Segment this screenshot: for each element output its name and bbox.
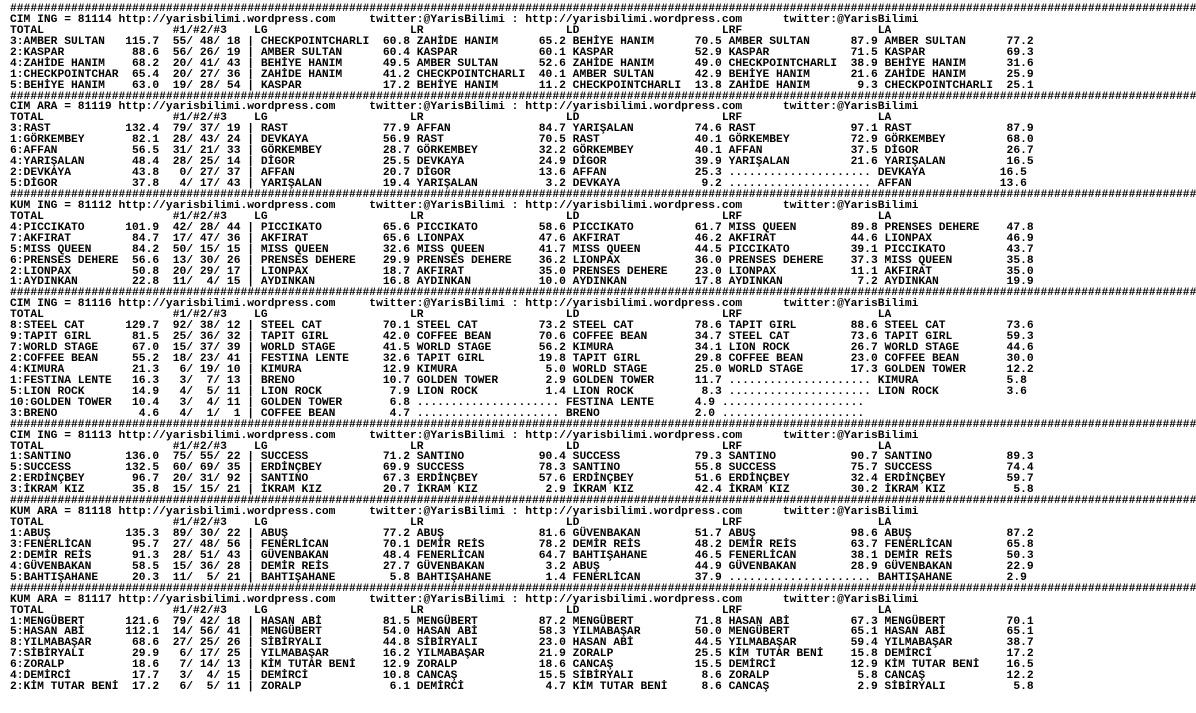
table-row: 5:MISS QUEEN 84.2 50/ 15/ 15 | MISS QUEEN 32.6 MISS QUEEN 41.7 MISS QUEEN 44.5 PICCIKATO 39.1 PICCIKATO 43.7 (10, 243, 1034, 256)
table-row: 2:ERDİNÇBEY 96.7 20/ 31/ 92 | SANTINO 67.3 ERDİNÇBEY 57.6 ERDİNÇBEY 51.6 ERDİNÇBEY 32.4 ERDİNÇBEY 59.7 (10, 473, 1034, 486)
race-header: KUM ING = 81112 http://yarisbilimi.wordpress.com twitter:@YarisBilimi : http://yarisbilimi.wordpress.com twitter:@YarisBilimi (10, 199, 919, 212)
race-header: CIM ING = 81116 http://yarisbilimi.wordpress.com twitter:@YarisBilimi : http://yarisbilimi.wordpress.com twitter:@YarisBilimi (10, 298, 919, 311)
table-row: 6:ZORALP 18.6 7/ 14/ 13 | KİM TUTAR BENİ 12.9 ZORALP 18.6 CANCAŞ 15.5 DEMİRCİ 12.9 KİM TUTAR BENİ 16.5 (10, 659, 1034, 672)
table-row: 4:GÜVENBAKAN 58.5 15/ 36/ 28 | DEMİR REİS 27.7 GÜVENBAKAN 3.2 ABUŞ 44.9 GÜVENBAKAN 28.9 GÜVENBAKAN 22.9 (10, 560, 1034, 573)
table-row: 3:FENERLİCAN 95.7 27/ 48/ 56 | FENERLİCAN 70.1 DEMİR REİS 78.2 DEMİR REİS 48.2 DEMİR REİS 63.7 FENERLİCAN 65.8 (10, 538, 1034, 551)
table-row: 1:GÖRKEMBEY 82.1 28/ 43/ 24 | DEVKAYA 56.9 RAST 70.5 RAST 40.1 GÖRKEMBEY 72.9 GÖRKEMBEY 68.0 (10, 134, 1034, 147)
table-row: 4:ZAHİDE HANIM 68.2 20/ 41/ 43 | BEHİYE HANIM 49.5 AMBER SULTAN 52.6 ZAHİDE HANIM 49.0 CHECKPOINTCHARLI 38.9 BEHİYE HANIM 31.6 (10, 57, 1034, 70)
table-row: 3:RAST 132.4 79/ 37/ 19 | RAST 77.9 AFFAN 84.7 YARIŞALAN 74.6 RAST 97.1 RAST 87.9 (10, 123, 1034, 136)
table-row: 6:PRENSES DEHERE 56.6 13/ 30/ 26 | PRENSES DEHERE 29.9 PRENSES DEHERE 36.2 LIONPAX 36.0 PRENSES DEHERE 37.3 MISS QUEEN 35.8 (10, 254, 1034, 267)
table-row: 4:KIMURA 21.3 6/ 19/ 10 | KIMURA 12.9 KIMURA 5.0 WORLD STAGE 25.0 WORLD STAGE 17.3 GOLDEN TOWER 12.2 (10, 363, 1034, 376)
table-row: 5:LION ROCK 14.9 4/ 5/ 11 | LION ROCK 7.9 LION ROCK 1.4 LION ROCK 8.3 ..................... LION ROCK 3.6 (10, 385, 1027, 398)
table-row: 2:KASPAR 88.6 56/ 26/ 19 | AMBER SULTAN 60.4 KASPAR 60.1 KASPAR 52.9 KASPAR 71.5 KASPAR 69.3 (10, 46, 1034, 59)
column-header-row: TOTAL #1/#2/#3 LG LR LD LRF LA (10, 309, 892, 322)
separator-line: ############################################################################################################################################################################### (10, 582, 1196, 595)
race-header: KUM ARA = 81118 http://yarisbilimi.wordpress.com twitter:@YarisBilimi : http://yarisbilimi.wordpress.com twitter:@YarisBilimi (10, 506, 919, 519)
separator-line: ############################################################################################################################################################################### (10, 90, 1196, 103)
table-row: 9:TAPIT GIRL 81.5 25/ 36/ 32 | TAPIT GIRL 42.0 COFFEE BEAN 70.6 COFFEE BEAN 34.7 STEEL CAT 73.6 TAPIT GIRL 59.3 (10, 331, 1034, 344)
table-row: 1:SANTINO 136.0 75/ 55/ 22 | SUCCESS 71.2 SANTINO 90.4 SUCCESS 79.3 SANTINO 90.7 SANTINO 89.3 (10, 451, 1034, 464)
table-row: 6:AFFAN 56.5 31/ 21/ 33 | GÖRKEMBEY 28.7 GÖRKEMBEY 32.2 GÖRKEMBEY 40.1 AFFAN 37.5 DİGOR 26.7 (10, 145, 1034, 158)
table-row: 7:SİBİRYALI 29.9 6/ 17/ 25 | YILMABAŞAR 16.2 YILMABAŞAR 21.9 ZORALP 25.5 KİM TUTAR BENİ 15.8 DEMİRCİ 17.2 (10, 648, 1034, 661)
separator-line: ############################################################################################################################################################################### (10, 495, 1196, 508)
table-row: 1:ABUŞ 135.3 89/ 30/ 22 | ABUŞ 77.2 ABUŞ 81.6 GÜVENBAKAN 51.7 ABUŞ 98.6 ABUŞ 87.2 (10, 528, 1034, 540)
race-header: CIM ING = 81113 http://yarisbilimi.wordpress.com twitter:@YarisBilimi : http://yarisbilimi.wordpress.com twitter:@YarisBilimi (10, 429, 919, 442)
table-row: 7:AKFIRAT 84.7 17/ 47/ 36 | AKFIRAT 65.6 LIONPAX 47.6 AKFIRAT 46.2 AKFIRAT 44.6 LIONPAX 46.9 (10, 232, 1034, 245)
table-row: 2:DEMİR REİS 91.3 28/ 51/ 43 | GÜVENBAKAN 48.4 FENERLİCAN 64.7 BAHTIŞAHANE 46.5 FENERLİCAN 38.1 DEMİR REİS 50.3 (10, 549, 1034, 562)
table-row: 4:PICCIKATO 101.9 42/ 28/ 44 | PICCIKATO 65.6 PICCIKATO 58.6 PICCIKATO 61.7 MISS QUEEN 89.8 PRENSES DEHERE 47.8 (10, 221, 1034, 234)
column-header-row: TOTAL #1/#2/#3 LG LR LD LRF LA (10, 517, 892, 530)
separator-line: ############################################################################################################################################################################### (10, 3, 1196, 15)
column-header-row: TOTAL #1/#2/#3 LG LR LD LRF LA (10, 112, 892, 125)
table-row: 3:İKRAM KIZ 35.8 15/ 15/ 21 | İKRAM KIZ 20.7 İKRAM KIZ 2.9 İKRAM KIZ 42.4 İKRAM KIZ 30.2 İKRAM KIZ 5.8 (10, 484, 1034, 497)
column-header-row: TOTAL #1/#2/#3 LG LR LD LRF LA (10, 210, 892, 223)
table-row: 2:KİM TUTAR BENİ 17.2 6/ 5/ 11 | ZORALP 6.1 DEMİRCİ 4.7 KİM TUTAR BENİ 8.6 CANCAŞ 2.9 SİBİRYALI 5.8 (10, 681, 1034, 694)
column-header-row: TOTAL #1/#2/#3 LG LR LD LRF LA (10, 440, 892, 453)
table-row: 5:BAHTIŞAHANE 20.3 11/ 5/ 21 | BAHTIŞAHANE 5.8 BAHTIŞAHANE 1.4 FENERLİCAN 37.9 ..................... BAHTIŞAHANE 2.9 (10, 571, 1027, 584)
table-row: 4:YARIŞALAN 48.4 28/ 25/ 14 | DİGOR 25.5 DEVKAYA 24.9 DİGOR 39.9 YARIŞALAN 21.6 YARIŞALAN 16.5 (10, 156, 1034, 169)
table-row: 3:BRENO 4.6 4/ 1/ 1 | COFFEE BEAN 4.7 ..................... BRENO 2.0 ..................... (10, 407, 865, 420)
table-row: 10:GOLDEN TOWER 10.4 3/ 4/ 11 | GOLDEN TOWER 6.8 ..................... FESTINA LENTE 4.9 ..................... (10, 396, 865, 409)
table-row: 5:BEHİYE HANIM 63.0 19/ 28/ 54 | KASPAR 17.2 BEHİYE HANIM 11.2 CHECKPOINTCHARLI 13.8 ZAHİDE HANIM 9.3 CHECKPOINTCHARLI 25.1 (10, 79, 1034, 92)
table-row: 1:MENGÜBERT 121.6 79/ 42/ 18 | HASAN ABİ 81.5 MENGÜBERT 87.2 MENGÜBERT 71.8 HASAN ABİ 67.3 MENGÜBERT 70.1 (10, 615, 1034, 628)
table-row: 5:SUCCESS 132.5 60/ 69/ 35 | ERDİNÇBEY 69.9 SUCCESS 78.3 SANTINO 55.8 SUCCESS 75.7 SUCCESS 74.4 (10, 462, 1034, 475)
race-header: CIM ARA = 81119 http://yarisbilimi.wordpress.com twitter:@YarisBilimi : http://yarisbilimi.wordpress.com twitter:@YarisBilimi (10, 101, 919, 114)
table-row: 2:COFFEE BEAN 55.2 18/ 23/ 41 | FESTINA LENTE 32.6 TAPIT GIRL 19.8 TAPIT GIRL 29.8 COFFEE BEAN 23.0 COFFEE BEAN 30.0 (10, 353, 1034, 365)
separator-line: ############################################################################################################################################################################### (10, 418, 1196, 431)
table-row: 8:YILMABAŞAR 68.6 27/ 25/ 26 | SİBİRYALI 44.8 SİBİRYALI 23.0 HASAN ABİ 44.5 YILMABAŞAR 59.4 YILMABAŞAR 38.7 (10, 637, 1034, 650)
race-header: KUM ARA = 81117 http://yarisbilimi.wordpress.com twitter:@YarisBilimi : http://yarisbilimi.wordpress.com twitter:@YarisBilimi (10, 593, 919, 606)
table-row: 7:WORLD STAGE 67.0 15/ 37/ 39 | WORLD STAGE 41.5 WORLD STAGE 56.2 KIMURA 34.1 LION ROCK 26.7 WORLD STAGE 44.6 (10, 342, 1034, 355)
separator-line: ############################################################################################################################################################################### (10, 188, 1196, 201)
table-row: 2:LIONPAX 50.8 20/ 29/ 17 | LIONPAX 18.7 AKFIRAT 35.0 PRENSES DEHERE 23.0 LIONPAX 11.1 AKFIRAT 35.0 (10, 265, 1034, 278)
table-row: 5:DİGOR 37.8 4/ 17/ 43 | YARIŞALAN 19.4 YARIŞALAN 3.2 DEVKAYA 9.2 ..................... AFFAN 13.6 (10, 178, 1027, 190)
separator-line: ############################################################################################################################################################################### (10, 287, 1196, 300)
table-row: 1:FESTINA LENTE 16.3 3/ 7/ 13 | BRENO 10.7 GOLDEN TOWER 2.9 GOLDEN TOWER 11.7 ..................... KIMURA 5.8 (10, 374, 1027, 387)
table-row: 5:HASAN ABİ 112.1 14/ 56/ 41 | MENGÜBERT 54.0 HASAN ABİ 58.3 YILMABAŞAR 50.0 MENGÜBERT 65.1 HASAN ABİ 65.1 (10, 626, 1034, 639)
race-header: CIM ING = 81114 http://yarisbilimi.wordpress.com twitter:@YarisBilimi : http://yarisbilimi.wordpress.com twitter:@YarisBilimi (10, 13, 919, 26)
table-row: 2:DEVKAYA 43.8 0/ 27/ 37 | AFFAN 20.7 DİGOR 13.6 AFFAN 25.3 ..................... DEVKAYA 16.5 (10, 167, 1027, 180)
table-row: 3:AMBER SULTAN 115.7 55/ 48/ 18 | CHECKPOINTCHARLI 60.8 ZAHİDE HANIM 65.2 BEHİYE HANIM 70.5 AMBER SULTAN 87.9 AMBER SULTAN 77.2 (10, 35, 1034, 48)
table-row: 1:AYDINKAN 22.8 11/ 4/ 15 | AYDINKAN 16.8 AYDINKAN 10.0 AYDINKAN 17.8 AYDINKAN 7.2 AYDINKAN 19.9 (10, 276, 1034, 289)
table-row: 8:STEEL CAT 129.7 92/ 38/ 12 | STEEL CAT 70.1 STEEL CAT 73.2 STEEL CAT 78.6 TAPIT GIRL 88.6 STEEL CAT 73.6 (10, 320, 1034, 333)
column-header-row: TOTAL #1/#2/#3 LG LR LD LRF LA (10, 24, 892, 37)
table-row: 1:CHECKPOINTCHAR 65.4 20/ 27/ 36 | ZAHİDE HANIM 41.2 CHECKPOINTCHARLI 40.1 AMBER SULTAN 42.9 BEHİYE HANIM 21.6 ZAHİDE HANIM 25.9 (10, 68, 1034, 81)
table-row: 4:DEMİRCİ 17.7 3/ 4/ 15 | DEMİRCİ 10.8 CANCAŞ 15.5 SİBİRYALI 8.6 ZORALP 5.8 CANCAŞ 12.2 (10, 670, 1034, 683)
column-header-row: TOTAL #1/#2/#3 LG LR LD LRF LA (10, 604, 892, 617)
